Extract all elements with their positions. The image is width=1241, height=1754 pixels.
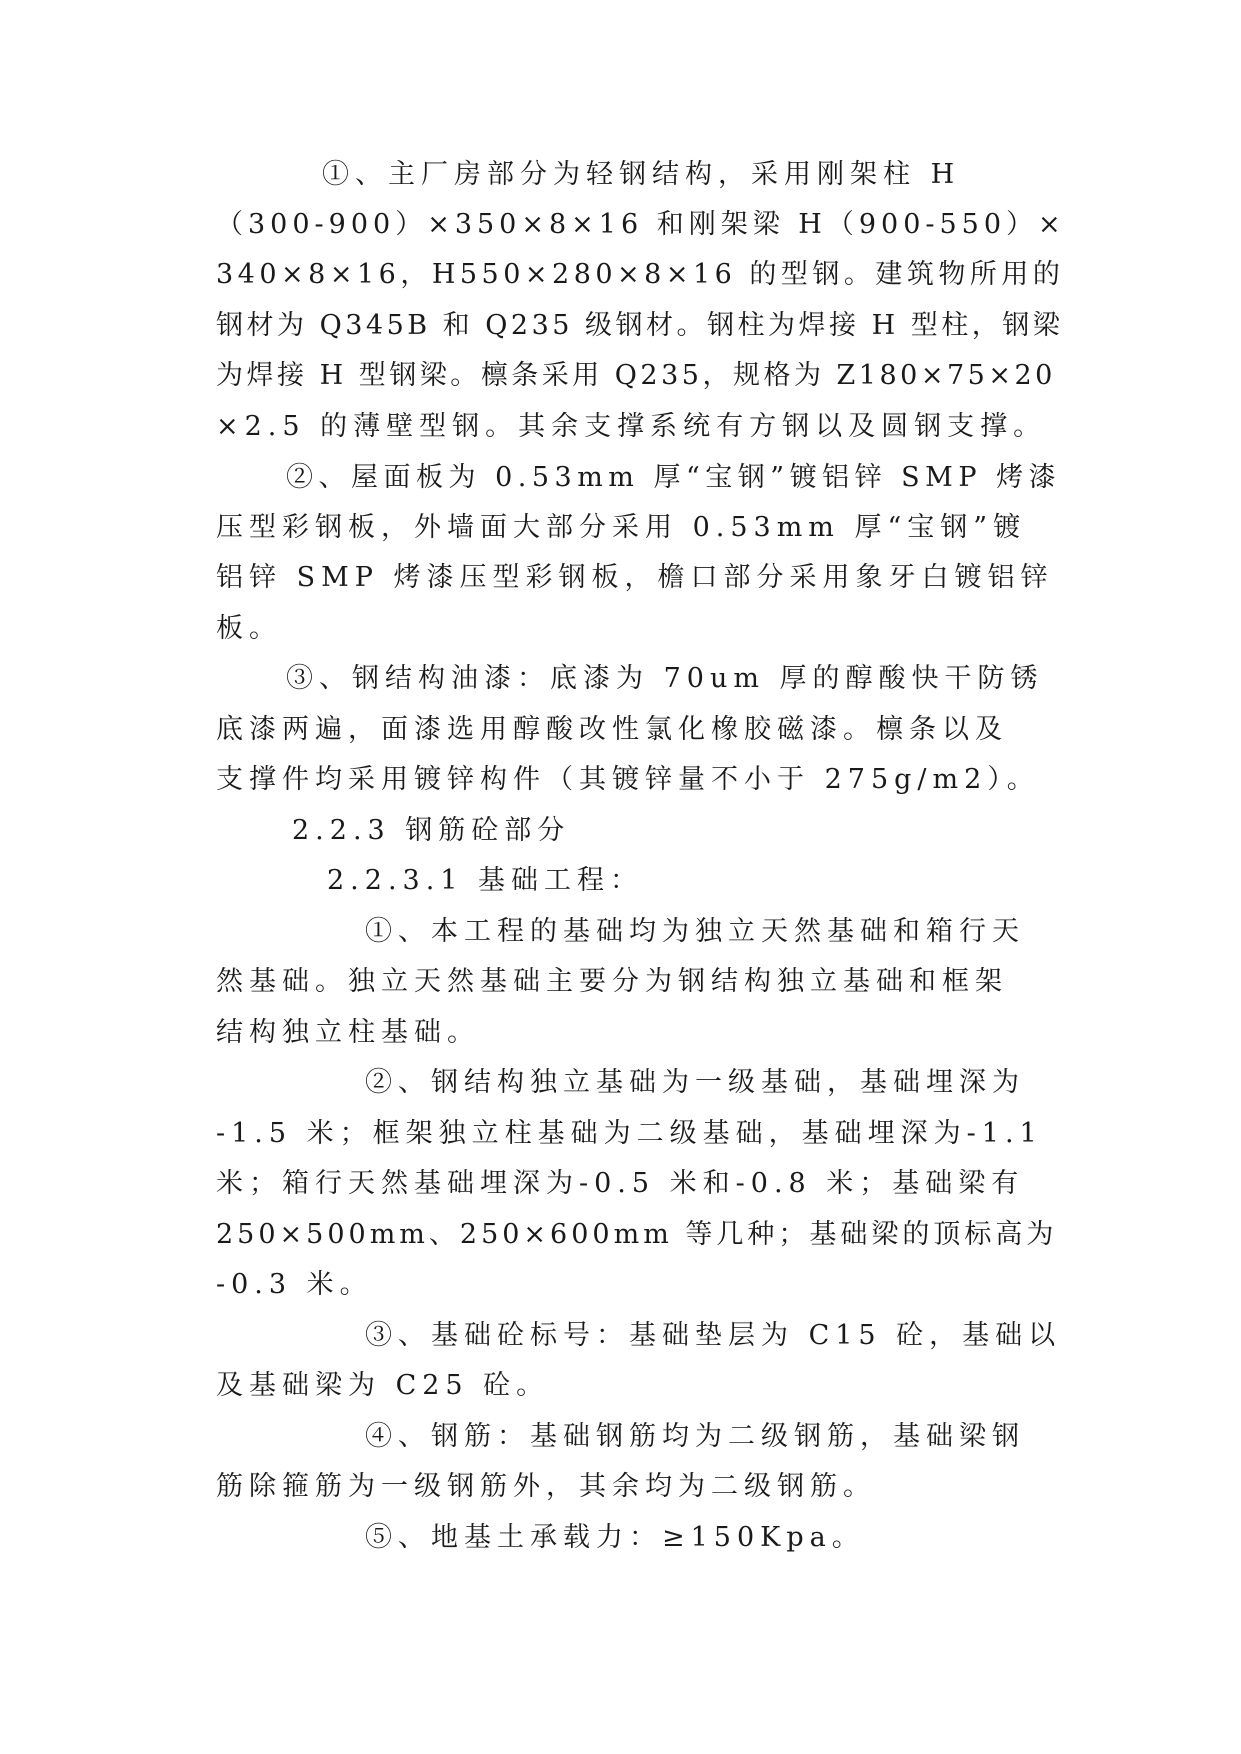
text-line: 筋除箍筋为一级钢筋外，其余均为二级钢筋。	[216, 1471, 876, 1502]
text-line: 米；箱行天然基础埋深为-0.5 米和-0.8 米；基础梁有	[216, 1168, 1025, 1199]
text-line: -1.5 米；框架独立柱基础为二级基础，基础埋深为-1.1	[216, 1118, 1043, 1149]
text-line: 250×500mm、250×600mm 等几种；基础梁的顶标高为	[216, 1219, 1058, 1250]
text-line: ①、主厂房部分为轻钢结构，采用刚架柱 H	[322, 159, 961, 190]
text-line: -0.3 米。	[216, 1269, 373, 1300]
text-line: ④、钢筋：基础钢筋均为二级钢筋，基础梁钢	[365, 1421, 1025, 1452]
text-line: 铝锌 SMP 烤漆压型彩钢板，檐口部分采用象牙白镀铝锌	[216, 562, 1054, 593]
text-line: 板。	[216, 613, 282, 644]
text-line: 及基础梁为 C25 砼。	[216, 1370, 550, 1401]
text-line: 压型彩钢板，外墙面大部分采用 0.53mm 厚“宝钢”镀	[216, 512, 1027, 543]
section-heading: 2.2.3 钢筋砼部分	[292, 815, 571, 846]
subsection-heading: 2.2.3.1 基础工程：	[327, 865, 644, 896]
text-line: ×2.5 的薄壁型钢。其余支撑系统有方钢以及圆钢支撑。	[216, 411, 1047, 442]
text-line: 为焊接 H 型钢梁。檩条采用 Q235，规格为 Z180×75×20	[216, 360, 1056, 391]
text-line: （300-900）×350×8×16 和刚架梁 H（900-550）×	[216, 209, 1066, 240]
text-line: 支撑件均采用镀锌构件（其镀锌量不小于 275g/m2）。	[216, 764, 1040, 795]
text-line: ②、钢结构独立基础为一级基础，基础埋深为	[365, 1067, 1025, 1098]
text-line: ⑤、地基土承载力：≥150Kpa。	[365, 1522, 865, 1553]
text-line: 然基础。独立天然基础主要分为钢结构独立基础和框架	[216, 966, 1008, 997]
text-line: ①、本工程的基础均为独立天然基础和箱行天	[365, 916, 1025, 947]
text-line: ③、钢结构油漆：底漆为 70um 厚的醇酸快干防锈	[286, 663, 1044, 694]
text-line: 340×8×16，H550×280×8×16 的型钢。建筑物所用的	[216, 259, 1065, 290]
text-line: 底漆两遍，面漆选用醇酸改性氯化橡胶磁漆。檩条以及	[216, 714, 1008, 745]
text-line: ③、基础砼标号：基础垫层为 C15 砼，基础以	[365, 1320, 1062, 1351]
text-line: ②、屋面板为 0.53mm 厚“宝钢”镀铝锌 SMP 烤漆	[286, 462, 1062, 493]
text-line: 钢材为 Q345B 和 Q235 级钢材。钢柱为焊接 H 型柱，钢梁	[216, 310, 1064, 341]
text-line: 结构独立柱基础。	[216, 1017, 480, 1048]
